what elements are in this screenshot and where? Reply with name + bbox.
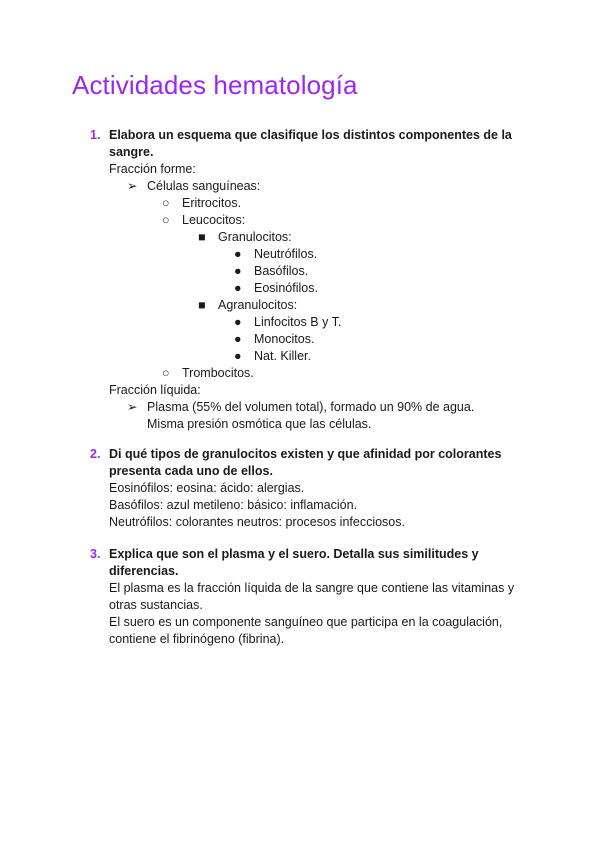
answer-line: Basófilos: azul metileno: básico: inflamación.	[109, 498, 358, 512]
dot-bullet-icon: ●	[234, 247, 242, 261]
question-number: 3.	[90, 547, 101, 561]
square-bullet-icon: ■	[198, 298, 206, 312]
circle-bullet-icon: ○	[162, 196, 170, 210]
dot-bullet-icon: ●	[234, 315, 242, 329]
question-number: 1.	[90, 128, 101, 142]
list-item: ● Linfocitos B y T.	[234, 315, 342, 329]
question-number: 2.	[90, 447, 101, 461]
list-item: ■ Granulocitos:	[198, 230, 292, 244]
answer-line: Neutrófilos: colorantes neutros: procesos infecciosos.	[109, 515, 405, 529]
answer-paragraph: El plasma es la fracción líquida de la sangre que contiene las vitaminas y otras sustancias.	[109, 581, 515, 612]
dot-bullet-icon: ●	[234, 349, 242, 363]
dot-bullet-icon: ●	[234, 332, 242, 346]
list-item: ● Monocitos.	[234, 332, 315, 346]
question-heading: Elabora un esquema que clasifique los distintos componentes de la sangre.	[109, 128, 512, 159]
question-2	[90, 446, 530, 531]
question-3	[90, 546, 530, 648]
list-item-continuation: Misma presión osmótica que las células.	[147, 417, 372, 431]
list-item: ➢ Células sanguíneas:	[127, 179, 261, 193]
square-bullet-icon: ■	[198, 230, 206, 244]
list-item: ● Neutrófilos.	[234, 247, 318, 261]
circle-bullet-icon: ○	[162, 213, 170, 227]
list-item: ○ Leucocitos:	[162, 213, 246, 227]
list-item: ➢ Plasma (55% del volumen total), formado un 90% de agua.	[127, 400, 475, 414]
list-item: Fracción líquida:	[109, 383, 201, 397]
arrow-bullet-icon: ➢	[127, 179, 138, 193]
page-title: Actividades hematología	[72, 70, 358, 100]
answer-line: Eosinófilos: eosina: ácido: alergias.	[109, 481, 305, 495]
list-item: ○ Eritrocitos.	[162, 196, 242, 210]
circle-bullet-icon: ○	[162, 366, 170, 380]
question-heading: Explica que son el plasma y el suero. Detalla sus similitudes y diferencias.	[109, 547, 479, 578]
list-item: Fracción forme:	[109, 162, 196, 176]
arrow-bullet-icon: ➢	[127, 400, 138, 414]
list-item: ■ Agranulocitos:	[198, 298, 298, 312]
dot-bullet-icon: ●	[234, 264, 242, 278]
dot-bullet-icon: ●	[234, 281, 242, 295]
list-item: ● Nat. Killer.	[234, 349, 311, 363]
question-heading: Di qué tipos de granulocitos existen y que afinidad por colorantes presenta cada uno de ellos.	[109, 447, 502, 478]
question-1	[90, 127, 530, 433]
list-item: ● Eosinófilos.	[234, 281, 318, 295]
answer-paragraph: El suero es un componente sanguíneo que participa en la coagulación, contiene el fibrinógeno (fibrina).	[109, 615, 503, 646]
list-item: ○ Trombocitos.	[162, 366, 254, 380]
list-item: ● Basófilos.	[234, 264, 309, 278]
